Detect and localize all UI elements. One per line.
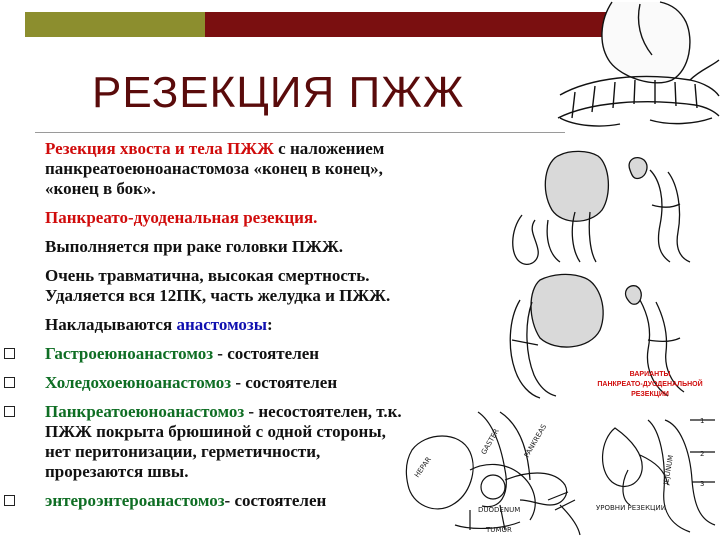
stomach-colon-illustration [558,2,719,126]
resection-variant-3 [510,274,603,398]
sketch-label-jejunum: JEJUNUM [662,454,676,486]
sketch-label-hepar: HEPAR [413,455,433,480]
green-term: энтероэнтероанастомоз [45,491,225,510]
bullet-text: - несостоятелен, т.к. ПЖЖ покрыта брюшиной с одной стороны, нет перитонизации, герметичности, прорезаются швы. [45,402,402,481]
paragraph-indication: Выполняется при раке головки ПЖЖ. [45,237,344,256]
sketch-label-pankreas: PANKREAS [522,423,549,459]
sketch-label-levels: УРОВНИ РЕЗЕКЦИИ [596,504,666,512]
figure-caption-line-2: ПАНКРЕАТО-ДУОДЕНАЛЬНОЙ [597,381,703,388]
sketch-level-number: 1 [700,417,705,425]
red-heading-text: Панкреато-дуоденальная резекция. [45,208,318,227]
green-term: Холедохоеюноанастомоз [45,373,232,392]
resection-variant-1 [513,151,609,264]
sketch-level-number: 2 [700,450,705,458]
slide-title: РЕЗЕКЦИЯ ПЖЖ [92,68,465,117]
red-heading-text: Резекция хвоста и тела ПЖЖ [45,139,274,158]
sketch-label-tumor: TUMOR [486,526,512,534]
bullet-text: - состоятелен [213,344,320,363]
sketch-label-duodenum: DUODENUM [478,506,521,514]
green-term: Гастроеюноанастомоз [45,344,214,363]
paragraph-mortality: Очень травматична, высокая смертность. Удаляется вся 12ПК, часть желудка и ПЖЖ. [45,266,391,305]
paragraph-text: : [267,315,273,334]
blue-keyword: анастомозы [176,315,268,334]
paragraph-text: с наложением панкреатоеюноанастомоза «конец в конец», «конец в бок». [45,139,385,198]
sketch-level-number: 3 [700,480,705,488]
resection-variant-4 [626,286,684,396]
figure-caption-line-1: ВАРИАНТЫ [629,371,671,378]
bullet-text: - состоятелен [224,491,327,510]
resection-variant-2 [629,158,690,262]
sketch-label-gaster: GASTER [479,427,501,456]
figure-caption-line-3: РЕЗЕКЦИИ [631,391,669,398]
anatomy-sketch-right [603,420,715,532]
green-term: Панкреатоеюноанастомоз [45,402,245,421]
paragraph-text: Накладываются [45,315,177,334]
bullet-text: - состоятелен [231,373,338,392]
